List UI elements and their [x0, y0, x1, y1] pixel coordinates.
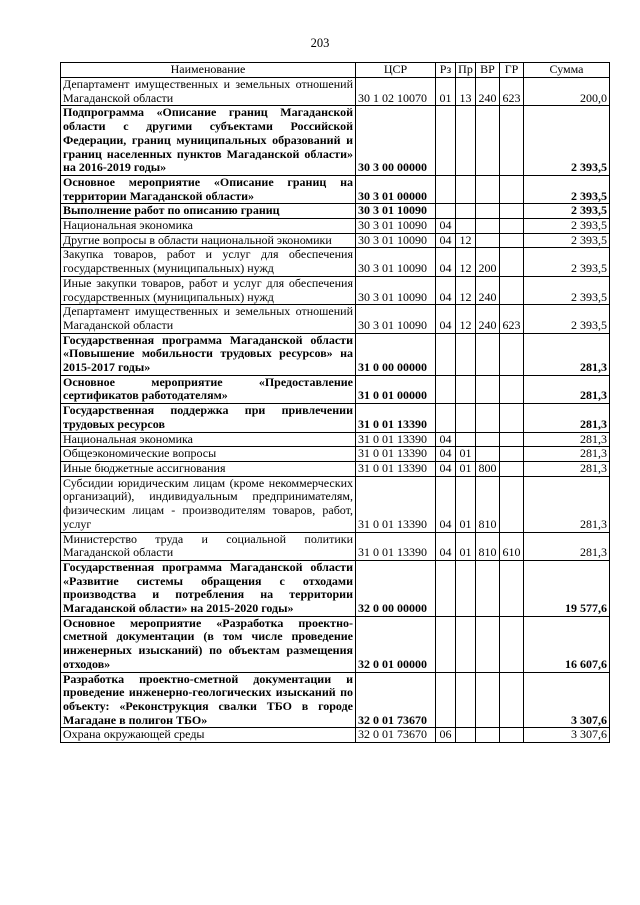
header-csr: ЦСР: [356, 63, 436, 78]
cell-vr: [476, 404, 500, 432]
cell-csr: 30 3 01 10090: [356, 248, 436, 276]
cell-rz: 04: [436, 276, 456, 304]
table-row: [61, 616, 610, 672]
cell-rz: [436, 375, 456, 403]
table-row: [61, 175, 610, 203]
cell-gr: 623: [500, 78, 524, 106]
cell-pr: [456, 333, 476, 375]
table-row: [61, 233, 610, 248]
cell-rz: [436, 106, 456, 176]
cell-gr: [500, 375, 524, 403]
cell-name: Департамент имущественных и земельных отношений Магаданской области: [61, 305, 356, 333]
cell-name: Государственная поддержка при привлечении трудовых ресурсов: [61, 404, 356, 432]
cell-csr: 32 0 01 00000: [356, 616, 436, 672]
cell-gr: 610: [500, 532, 524, 560]
cell-sum: 281,3: [524, 461, 610, 476]
cell-sum: 2 393,5: [524, 219, 610, 234]
cell-rz: 04: [436, 432, 456, 447]
cell-gr: [500, 233, 524, 248]
cell-name: Иные бюджетные ассигнования: [61, 461, 356, 476]
cell-rz: [436, 616, 456, 672]
cell-pr: 12: [456, 305, 476, 333]
cell-sum: 281,3: [524, 333, 610, 375]
cell-sum: 19 577,6: [524, 560, 610, 616]
cell-pr: 12: [456, 276, 476, 304]
cell-rz: [436, 175, 456, 203]
cell-vr: 240: [476, 276, 500, 304]
cell-pr: [456, 432, 476, 447]
cell-sum: 281,3: [524, 532, 610, 560]
cell-csr: 32 0 00 00000: [356, 560, 436, 616]
cell-rz: [436, 560, 456, 616]
cell-sum: 3 307,6: [524, 672, 610, 728]
cell-rz: [436, 404, 456, 432]
table-row: [61, 560, 610, 616]
cell-csr: 30 3 01 00000: [356, 175, 436, 203]
cell-vr: 810: [476, 532, 500, 560]
cell-vr: [476, 447, 500, 462]
cell-name: Департамент имущественных и земельных отношений Магаданской области: [61, 78, 356, 106]
cell-rz: 04: [436, 305, 456, 333]
cell-pr: [456, 219, 476, 234]
cell-name: Национальная экономика: [61, 432, 356, 447]
cell-rz: 04: [436, 248, 456, 276]
cell-sum: 281,3: [524, 432, 610, 447]
cell-name: Закупка товаров, работ и услуг для обеспечения государственных (муниципальных) нужд: [61, 248, 356, 276]
cell-gr: 623: [500, 305, 524, 333]
table-row: [61, 375, 610, 403]
cell-rz: 04: [436, 219, 456, 234]
cell-rz: 04: [436, 532, 456, 560]
cell-gr: [500, 106, 524, 176]
header-row: [61, 63, 610, 78]
table-body: [61, 78, 610, 743]
table-row: [61, 248, 610, 276]
cell-sum: 281,3: [524, 375, 610, 403]
cell-rz: 04: [436, 233, 456, 248]
cell-csr: 31 0 01 13390: [356, 404, 436, 432]
cell-name: Охрана окружающей среды: [61, 728, 356, 743]
cell-pr: 12: [456, 248, 476, 276]
cell-pr: [456, 672, 476, 728]
cell-gr: [500, 461, 524, 476]
cell-gr: [500, 333, 524, 375]
cell-vr: [476, 233, 500, 248]
table-row: [61, 276, 610, 304]
cell-gr: [500, 672, 524, 728]
table-row: [61, 106, 610, 176]
cell-vr: [476, 728, 500, 743]
cell-pr: [456, 375, 476, 403]
cell-pr: 01: [456, 476, 476, 532]
cell-gr: [500, 432, 524, 447]
cell-sum: 2 393,5: [524, 276, 610, 304]
cell-name: Иные закупки товаров, работ и услуг для обеспечения государственных (муниципальных) нужд: [61, 276, 356, 304]
cell-name: Национальная экономика: [61, 219, 356, 234]
table-row: [61, 204, 610, 219]
table-row: [61, 728, 610, 743]
cell-vr: [476, 219, 500, 234]
cell-gr: [500, 616, 524, 672]
header-pr: Пр: [456, 63, 476, 78]
cell-csr: 31 0 01 00000: [356, 375, 436, 403]
cell-csr: 30 1 02 10070: [356, 78, 436, 106]
cell-csr: 32 0 01 73670: [356, 728, 436, 743]
cell-sum: 281,3: [524, 404, 610, 432]
cell-vr: 800: [476, 461, 500, 476]
cell-vr: [476, 432, 500, 447]
cell-name: Основное мероприятие «Предоставление сертификатов работодателям»: [61, 375, 356, 403]
cell-gr: [500, 728, 524, 743]
cell-vr: [476, 616, 500, 672]
cell-pr: [456, 175, 476, 203]
cell-pr: [456, 560, 476, 616]
cell-sum: 16 607,6: [524, 616, 610, 672]
header-name: Наименование: [61, 63, 356, 78]
cell-name: Субсидии юридическим лицам (кроме некоммерческих организаций), индивидуальным предпринимателям, физическим лицам - производителям товаров, работ, услуг: [61, 476, 356, 532]
cell-gr: [500, 248, 524, 276]
table-row: [61, 532, 610, 560]
cell-pr: [456, 404, 476, 432]
table-row: [61, 476, 610, 532]
cell-name: Другие вопросы в области национальной экономики: [61, 233, 356, 248]
cell-vr: [476, 560, 500, 616]
cell-sum: 281,3: [524, 476, 610, 532]
cell-pr: 12: [456, 233, 476, 248]
cell-gr: [500, 476, 524, 532]
cell-sum: 2 393,5: [524, 305, 610, 333]
cell-vr: [476, 175, 500, 203]
cell-name: Общеэкономические вопросы: [61, 447, 356, 462]
cell-name: Государственная программа Магаданской области «Развитие системы обращения с отходами производства и потребления на территории Магаданской области» на 2015-2020 годы»: [61, 560, 356, 616]
cell-csr: 31 0 01 13390: [356, 447, 436, 462]
cell-csr: 31 0 01 13390: [356, 432, 436, 447]
page-number: 203: [310, 36, 330, 50]
cell-name: Подпрограмма «Описание границ Магаданской области с другими субъектами Российской Федерации, границ муниципальных образований и границ населенных пунктов Магаданской области» на 2016-2019 годы»: [61, 106, 356, 176]
cell-csr: 30 3 01 10090: [356, 219, 436, 234]
header-rz: Рз: [436, 63, 456, 78]
cell-name: Основное мероприятие «Описание границ на территории Магаданской области»: [61, 175, 356, 203]
cell-csr: 31 0 00 00000: [356, 333, 436, 375]
cell-csr: 32 0 01 73670: [356, 672, 436, 728]
table-row: [61, 432, 610, 447]
cell-sum: 2 393,5: [524, 175, 610, 203]
cell-csr: 31 0 01 13390: [356, 461, 436, 476]
table-row: [61, 447, 610, 462]
cell-rz: [436, 333, 456, 375]
cell-name: Министерство труда и социальной политики Магаданской области: [61, 532, 356, 560]
cell-csr: 30 3 01 10090: [356, 276, 436, 304]
cell-pr: 01: [456, 532, 476, 560]
cell-gr: [500, 447, 524, 462]
cell-vr: 240: [476, 305, 500, 333]
cell-rz: 06: [436, 728, 456, 743]
cell-vr: [476, 204, 500, 219]
cell-csr: 31 0 01 13390: [356, 532, 436, 560]
cell-rz: 04: [436, 476, 456, 532]
header-vr: ВР: [476, 63, 500, 78]
cell-sum: 3 307,6: [524, 728, 610, 743]
cell-pr: [456, 204, 476, 219]
cell-rz: [436, 204, 456, 219]
cell-sum: 2 393,5: [524, 233, 610, 248]
table-row: [61, 333, 610, 375]
cell-pr: 01: [456, 447, 476, 462]
table-row: [61, 461, 610, 476]
cell-csr: 30 3 01 10090: [356, 233, 436, 248]
cell-gr: [500, 175, 524, 203]
cell-vr: [476, 375, 500, 403]
cell-rz: 04: [436, 461, 456, 476]
cell-gr: [500, 404, 524, 432]
cell-pr: [456, 106, 476, 176]
cell-csr: 30 3 01 10090: [356, 204, 436, 219]
table-row: [61, 219, 610, 234]
cell-pr: 13: [456, 78, 476, 106]
cell-name: Выполнение работ по описанию границ: [61, 204, 356, 219]
cell-sum: 2 393,5: [524, 204, 610, 219]
table-row: [61, 305, 610, 333]
cell-sum: 200,0: [524, 78, 610, 106]
cell-name: Основное мероприятие «Разработка проектно-сметной документации (в том числе проведение инженерных изысканий) по объектам размещения отходов»: [61, 616, 356, 672]
header-gr: ГР: [500, 63, 524, 78]
cell-rz: 01: [436, 78, 456, 106]
cell-gr: [500, 276, 524, 304]
cell-vr: [476, 333, 500, 375]
cell-name: Государственная программа Магаданской области «Повышение мобильности трудовых ресурсов» на 2015-2017 годы»: [61, 333, 356, 375]
cell-rz: 04: [436, 447, 456, 462]
cell-name: Разработка проектно-сметной документации и проведение инженерно-геологических изысканий по объекту: «Реконструкция свалки ТБО в городе Магадане в полигон ТБО»: [61, 672, 356, 728]
cell-vr: [476, 106, 500, 176]
table-row: [61, 404, 610, 432]
cell-pr: [456, 728, 476, 743]
cell-sum: 2 393,5: [524, 106, 610, 176]
cell-pr: 01: [456, 461, 476, 476]
cell-sum: 2 393,5: [524, 248, 610, 276]
table-header: [61, 63, 610, 78]
cell-gr: [500, 560, 524, 616]
cell-csr: 31 0 01 13390: [356, 476, 436, 532]
cell-vr: [476, 672, 500, 728]
cell-vr: 240: [476, 78, 500, 106]
cell-gr: [500, 204, 524, 219]
cell-pr: [456, 616, 476, 672]
cell-csr: 30 3 00 00000: [356, 106, 436, 176]
cell-vr: 810: [476, 476, 500, 532]
cell-csr: 30 3 01 10090: [356, 305, 436, 333]
cell-sum: 281,3: [524, 447, 610, 462]
cell-gr: [500, 219, 524, 234]
budget-table: [60, 62, 610, 743]
table-row: [61, 672, 610, 728]
cell-vr: 200: [476, 248, 500, 276]
cell-rz: [436, 672, 456, 728]
header-sum: Сумма: [524, 63, 610, 78]
table-row: [61, 78, 610, 106]
